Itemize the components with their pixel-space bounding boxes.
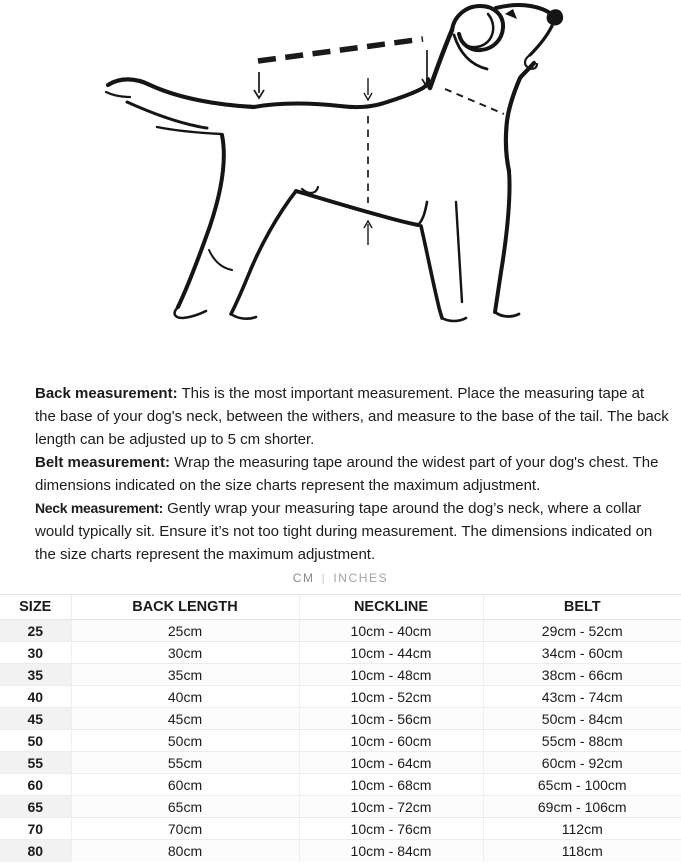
belt-cell: 118cm bbox=[483, 840, 681, 862]
back-length-cell: 55cm bbox=[71, 752, 299, 774]
belt-cell: 34cm - 60cm bbox=[483, 642, 681, 664]
table-row bbox=[0, 752, 681, 774]
back-measurement-label: Back measurement: bbox=[35, 385, 178, 402]
neck-measurement-text: Gently wrap your measuring tape around the dog’s neck, where a collar would typically sit. Ensure it’s not too tight during measurement. The dimensions indicated on the size charts represent the maximum adjustment. bbox=[35, 500, 653, 563]
back-length-cell: 80cm bbox=[71, 840, 299, 862]
neckline-cell: 10cm - 64cm bbox=[299, 752, 483, 774]
table-row bbox=[0, 686, 681, 708]
size-cell: 70 bbox=[0, 818, 71, 840]
size-table bbox=[0, 594, 681, 862]
dog-ear bbox=[452, 6, 503, 50]
unit-option-inches[interactable]: INCHES bbox=[333, 571, 389, 585]
neckline-cell: 10cm - 60cm bbox=[299, 730, 483, 752]
header-back-length: BACK LENGTH bbox=[71, 595, 299, 620]
neckline-cell: 10cm - 72cm bbox=[299, 796, 483, 818]
size-cell: 40 bbox=[0, 686, 71, 708]
dog-eye bbox=[505, 9, 517, 19]
belt-cell: 55cm - 88cm bbox=[483, 730, 681, 752]
dog-back bbox=[254, 79, 428, 107]
size-cell: 25 bbox=[0, 620, 71, 642]
dog-head bbox=[496, 5, 553, 16]
measurement-instructions bbox=[35, 382, 669, 566]
table-row bbox=[0, 840, 681, 862]
back-length-cell: 50cm bbox=[71, 730, 299, 752]
back-measurement-paragraph bbox=[35, 382, 669, 451]
dog-line-art bbox=[0, 0, 681, 368]
neckline-cell: 10cm - 68cm bbox=[299, 774, 483, 796]
neck-measurement-paragraph bbox=[35, 497, 669, 566]
dog-belly bbox=[296, 191, 418, 225]
neckline-cell: 10cm - 76cm bbox=[299, 818, 483, 840]
size-table-body bbox=[0, 620, 681, 862]
back-measurement-text: This is the most important measurement. Place the measuring tape at the base of your dog's neck, between the withers, and measure to the base of the tail. The back length can be adjusted up to 5 cm shorter. bbox=[35, 385, 669, 448]
table-row bbox=[0, 774, 681, 796]
belt-cell: 50cm - 84cm bbox=[483, 708, 681, 730]
table-row bbox=[0, 664, 681, 686]
unit-option-cm[interactable]: CM bbox=[292, 571, 315, 585]
size-cell: 60 bbox=[0, 774, 71, 796]
table-row bbox=[0, 642, 681, 664]
belt-cell: 65cm - 100cm bbox=[483, 774, 681, 796]
neck-dashed-line bbox=[445, 89, 504, 114]
belt-measurement-label: Belt measurement: bbox=[35, 454, 171, 471]
header-neckline: NECKLINE bbox=[299, 595, 483, 620]
belt-cell: 112cm bbox=[483, 818, 681, 840]
back-start-arrow-icon bbox=[254, 72, 264, 98]
back-length-cell: 65cm bbox=[71, 796, 299, 818]
back-length-cell: 70cm bbox=[71, 818, 299, 840]
back-length-cell: 30cm bbox=[71, 642, 299, 664]
header-belt: BELT bbox=[483, 595, 681, 620]
back-length-cell: 60cm bbox=[71, 774, 299, 796]
neckline-cell: 10cm - 56cm bbox=[299, 708, 483, 730]
belt-measurement-paragraph bbox=[35, 451, 669, 497]
belt-cell: 69cm - 106cm bbox=[483, 796, 681, 818]
table-row bbox=[0, 796, 681, 818]
back-length-cell: 25cm bbox=[71, 620, 299, 642]
unit-toggle-divider: | bbox=[321, 571, 327, 585]
size-cell: 50 bbox=[0, 730, 71, 752]
header-size: SIZE bbox=[0, 595, 71, 620]
belt-cell: 29cm - 52cm bbox=[483, 620, 681, 642]
neckline-cell: 10cm - 44cm bbox=[299, 642, 483, 664]
size-cell: 45 bbox=[0, 708, 71, 730]
back-length-cell: 35cm bbox=[71, 664, 299, 686]
table-row bbox=[0, 730, 681, 752]
belt-measurement-text: Wrap the measuring tape around the widest part of your dog's chest. The dimensions indicated on the size charts represent the maximum adjustment. bbox=[35, 454, 659, 494]
back-length-dashed-line bbox=[258, 39, 423, 61]
belt-top-arrow-icon bbox=[364, 78, 372, 100]
size-cell: 65 bbox=[0, 796, 71, 818]
belt-bottom-arrow-icon bbox=[364, 221, 372, 245]
back-end-arrow-icon bbox=[422, 50, 432, 87]
belt-cell: 38cm - 66cm bbox=[483, 664, 681, 686]
table-row bbox=[0, 818, 681, 840]
table-row bbox=[0, 708, 681, 730]
belt-cell: 60cm - 92cm bbox=[483, 752, 681, 774]
dog-measurement-diagram bbox=[0, 0, 681, 368]
neckline-cell: 10cm - 84cm bbox=[299, 840, 483, 862]
dog-chest bbox=[506, 63, 534, 171]
back-length-cell: 40cm bbox=[71, 686, 299, 708]
neckline-cell: 10cm - 52cm bbox=[299, 686, 483, 708]
size-cell: 55 bbox=[0, 752, 71, 774]
neckline-cell: 10cm - 40cm bbox=[299, 620, 483, 642]
neck-measurement-label: Neck measurement: bbox=[35, 500, 163, 516]
belt-cell: 43cm - 74cm bbox=[483, 686, 681, 708]
neckline-cell: 10cm - 48cm bbox=[299, 664, 483, 686]
table-row bbox=[0, 620, 681, 642]
unit-toggle bbox=[0, 569, 681, 587]
size-cell: 35 bbox=[0, 664, 71, 686]
size-table-header-row bbox=[0, 595, 681, 620]
back-length-cell: 45cm bbox=[71, 708, 299, 730]
size-cell: 30 bbox=[0, 642, 71, 664]
size-cell: 80 bbox=[0, 840, 71, 862]
